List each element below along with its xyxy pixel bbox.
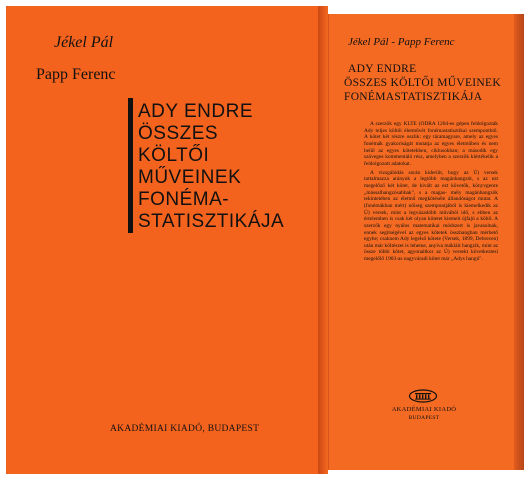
title-accent-bar [128,98,133,233]
back-title-line: FONÉMASTATISZTIKÁJA [344,91,483,103]
front-title-block [128,88,308,240]
back-publisher: AKADÉMIAI KIADÓ [391,406,457,413]
back-cover-edge [514,14,524,470]
blurb-paragraph: A szerzők egy KLTE (ODRA 1204-es gépen feldolgozták Ady teljes költői életművét fonémastatisztikai szempontból. A kötet két részre oszlik: egy táramagyare, amely az egyes fonémák gyakoriságát mutatja az egyes életműben és nem belül az egyes kötetekben, ciklusokban; a második egy szöveges kommentáló rész, amelyben a szerzők kiértékelik a feldolgozott adatokat. [364,121,498,167]
blurb-paragraph: A vizsgálódás során kiderült, hogy az Ú) versek tartalmazza arányuk a legtöbb magánhangzót, s az ezt megelőző két kötet, de kivált az ezt követők, könyvgenre „mássalhangzósabbak", s a magas- mély magánhangzók tekintetében az életmű megkötéséle állandóságot mutat. A (fonémákban mért) nőiseg szempontjából is kiemelkedik az Ú) versek, mint a legvázadóbb művából idő, s ebben az értelemben is csak két olyan kötetet kiemelt újfajú a költő. A szerzők egy nyálos matematikai módszert is javasolnak, ennek segítségével az egyes kötetek összhangban mérhető egybe; csaknem Ady legelső kötete (Versek, 1899, Debrecen) után már költészet is lehetne, anyiva mákláit hangzik, mint az össze többi kötet, agyonaltkor az Ú) versekt következtesi megelőlő 1903-as nagyváradi kötet már „Adys hangú". [364,169,498,263]
front-title-line: FONÉMA- [138,189,230,210]
front-title-line: ÖSSZES [138,123,219,144]
back-title [344,62,501,104]
front-author-2: Papp Ferenc [36,66,116,83]
back-publisher-city: BUDAPEST [408,415,440,421]
front-title-line: MŰVEINEK [138,167,242,188]
front-title-line: ADY ENDRE [138,101,254,122]
spine [318,6,328,474]
front-publisher: AKADÉMIAI KIADÓ, BUDAPEST [110,424,260,434]
back-blurb [364,121,498,265]
front-title-line: STATISZTIKÁJA [138,211,285,232]
publisher-logo-icon [408,389,438,403]
back-title-line: ADY ENDRE [348,63,417,75]
back-authors: Jékel Pál - Papp Ferenc [348,36,455,48]
front-title-line: KÖLTŐI [138,145,210,166]
front-author-1: Jékel Pál [54,34,114,51]
back-title-line: ÖSSZES KÖLTŐI MŰVEINEK [344,77,501,89]
